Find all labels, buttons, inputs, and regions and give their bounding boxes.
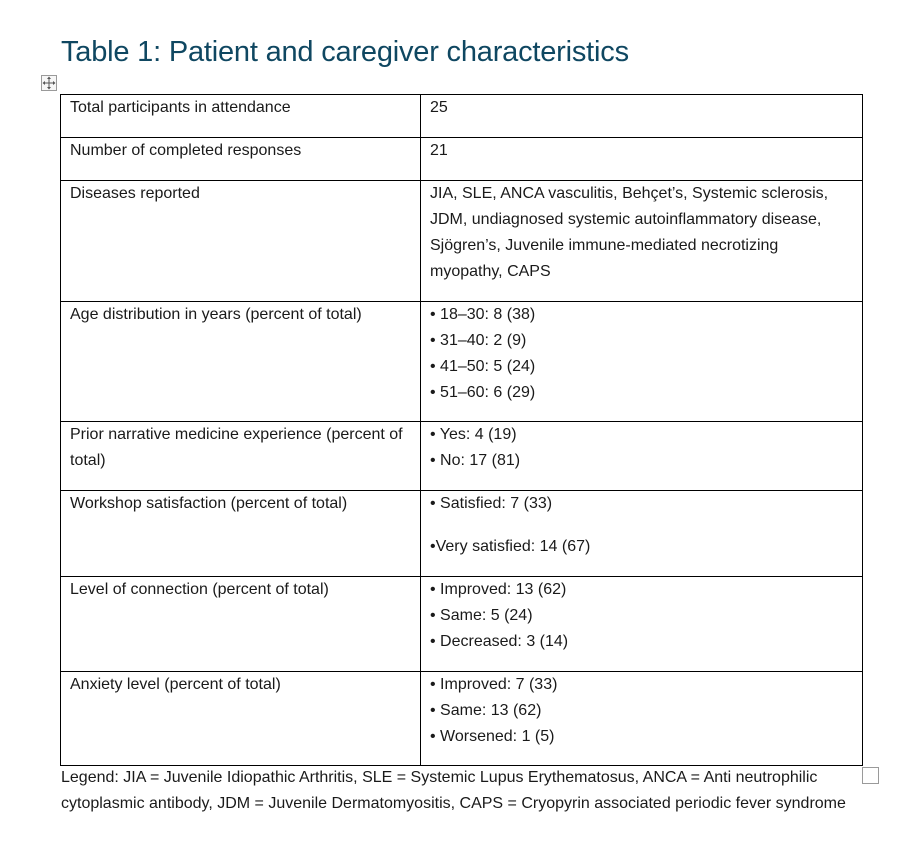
list-item: • 41–50: 5 (24) xyxy=(430,358,536,375)
row-label-cell xyxy=(61,95,421,138)
list-item: • Improved: 7 (33) xyxy=(430,676,558,693)
row-label-cell xyxy=(61,491,421,577)
list-item: • Satisfied: 7 (33) xyxy=(430,495,553,512)
row-label-cell xyxy=(61,672,421,766)
list-item: • Yes: 4 (19) xyxy=(430,426,517,443)
list-item: • Decreased: 3 (14) xyxy=(430,633,569,650)
list-item: • No: 17 (81) xyxy=(430,452,521,469)
row-value: JIA, SLE, ANCA vasculitis, Behçet’s, Systemic sclerosis, JDM, undiagnosed systemic autoinflammatory disease, Sjögren’s, Juvenile immune-mediated necrotizing myopathy, CAPS xyxy=(430,185,829,280)
row-label: Workshop satisfaction (percent of total) xyxy=(70,495,348,512)
table-row xyxy=(61,491,863,577)
row-label: Number of completed responses xyxy=(70,142,302,159)
table-row xyxy=(61,422,863,491)
list-item: • 31–40: 2 (9) xyxy=(430,332,527,349)
list-item: • Improved: 13 (62) xyxy=(430,581,567,598)
row-value-cell xyxy=(421,95,863,138)
move-arrows-icon xyxy=(42,76,56,90)
table-row xyxy=(61,95,863,138)
table-legend: Legend: JIA = Juvenile Idiopathic Arthritis, SLE = Systemic Lupus Erythematosus, ANCA = Anti neutrophilic cytoplasmic antibody, JDM = Juvenile Dermatomyositis, CAPS = Cryopyrin associated periodic fever syndrome xyxy=(61,769,846,812)
row-label: Total participants in attendance xyxy=(70,99,291,116)
row-value: 21 xyxy=(430,142,448,159)
row-value-cell xyxy=(421,672,863,766)
table-row xyxy=(61,181,863,302)
list-item: • Same: 5 (24) xyxy=(430,607,533,624)
row-label: Level of connection (percent of total) xyxy=(70,581,329,598)
row-label-cell xyxy=(61,422,421,491)
resize-square-icon[interactable] xyxy=(862,767,879,784)
list-item: • Worsened: 1 (5) xyxy=(430,728,555,745)
row-label-cell xyxy=(61,138,421,181)
row-label: Anxiety level (percent of total) xyxy=(70,676,281,693)
row-label: Diseases reported xyxy=(70,185,200,202)
list-item: •Very satisfied: 14 (67) xyxy=(430,538,591,555)
list-item: • 18–30: 8 (38) xyxy=(430,306,536,323)
row-value-cell xyxy=(421,138,863,181)
row-value-cell xyxy=(421,422,863,491)
table-move-handle[interactable] xyxy=(41,75,57,91)
table-row xyxy=(61,672,863,766)
list-item: • 51–60: 6 (29) xyxy=(430,384,536,401)
row-value-cell xyxy=(421,491,863,577)
table-row xyxy=(61,302,863,422)
row-label-cell xyxy=(61,302,421,422)
row-value-cell xyxy=(421,577,863,672)
characteristics-table xyxy=(60,94,863,766)
table-row xyxy=(61,138,863,181)
row-label: Prior narrative medicine experience (percent of total) xyxy=(70,426,403,469)
list-item: • Same: 13 (62) xyxy=(430,702,542,719)
row-value-cell xyxy=(421,302,863,422)
row-label-cell xyxy=(61,577,421,672)
row-value: 25 xyxy=(430,99,448,116)
table-title: Table 1: Patient and caregiver characteristics xyxy=(61,36,629,68)
row-value-cell xyxy=(421,181,863,302)
table-row xyxy=(61,577,863,672)
row-label: Age distribution in years (percent of total) xyxy=(70,306,362,323)
paragraph-gap xyxy=(430,517,853,534)
row-label-cell xyxy=(61,181,421,302)
